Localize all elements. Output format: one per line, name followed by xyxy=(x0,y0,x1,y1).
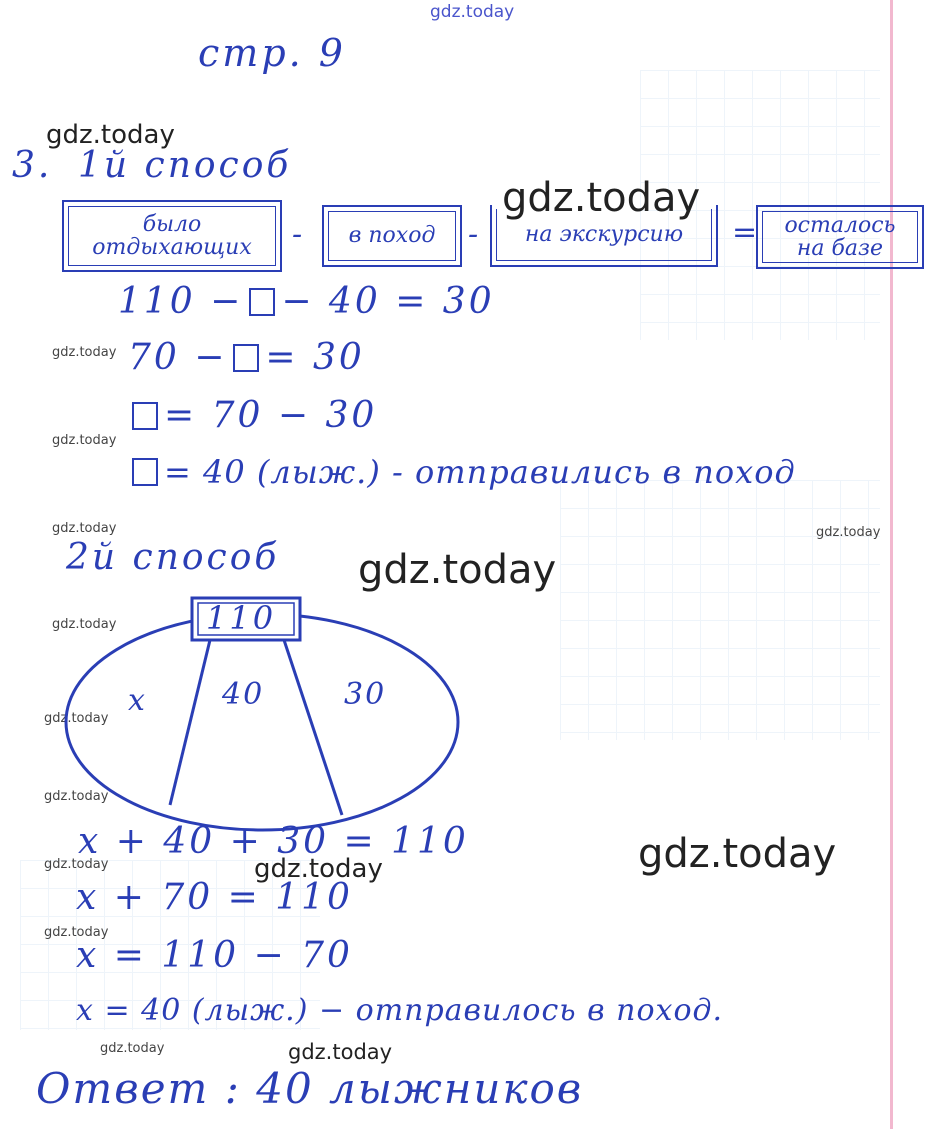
watermark: gdz.today xyxy=(44,925,109,940)
box-remaining-line2: на базе xyxy=(796,236,884,261)
watermark: gdz.today xyxy=(46,120,175,150)
page-heading: стр. 9 xyxy=(198,31,346,75)
watermark: gdz.today xyxy=(288,1040,393,1064)
watermark: gdz.today xyxy=(430,2,515,22)
equation-1: 110 − − 40 = 30 xyxy=(118,281,495,322)
task-number: 3. xyxy=(12,145,53,186)
watermark: gdz.today xyxy=(44,789,109,804)
equation-3: = 70 − 30 xyxy=(126,398,377,434)
watermark: gdz.today xyxy=(52,345,117,360)
box-remaining-line1: осталось xyxy=(784,212,896,238)
equation-2: 70 − = 30 xyxy=(128,337,365,378)
watermark: gdz.today xyxy=(44,711,109,726)
watermark: gdz.today xyxy=(52,617,117,632)
method1-title: 1й способ xyxy=(78,145,292,186)
watermark: gdz.today xyxy=(358,547,557,593)
answer: Ответ : 40 лыжников xyxy=(36,1064,584,1113)
operator-equals: = xyxy=(732,215,760,250)
equation-4: = 40 (лыж.) - отправились в поход xyxy=(126,456,796,488)
diagram-ellipse xyxy=(66,614,458,830)
operator-minus: - xyxy=(292,217,305,252)
watermark: gdz.today xyxy=(816,525,881,540)
equation-6: x + 70 = 110 xyxy=(76,877,353,918)
watermark: gdz.today xyxy=(254,854,383,884)
watermark: gdz.today xyxy=(502,175,701,221)
operator-minus: - xyxy=(468,217,481,252)
box-hike: в поход xyxy=(322,205,462,267)
box-total-line1: было xyxy=(142,211,202,237)
watermark: gdz.today xyxy=(44,857,109,872)
diagram-divider-right xyxy=(284,640,342,815)
watermark: gdz.today xyxy=(52,521,117,536)
box-total-line2: отдыхающих xyxy=(92,235,252,260)
equation-8: x = 40 (лыж.) − отправилось в поход. xyxy=(76,993,724,1028)
box-excursion: на экскурсию xyxy=(490,205,718,267)
watermark: gdz.today xyxy=(100,1041,165,1056)
equation-5: x + 40 + 30 = 110 xyxy=(78,821,469,862)
diagram-divider-left xyxy=(170,640,210,805)
watermark: gdz.today xyxy=(52,433,117,448)
method2-title: 2й способ xyxy=(66,537,280,578)
equation-7: x = 110 − 70 xyxy=(76,935,353,976)
diagram-total-label: 110 xyxy=(206,599,277,637)
diagram-part-40: 40 xyxy=(222,677,265,712)
watermark: gdz.today xyxy=(638,831,837,877)
diagram-part-30: 30 xyxy=(344,677,387,712)
diagram-part-x: x xyxy=(128,683,147,718)
